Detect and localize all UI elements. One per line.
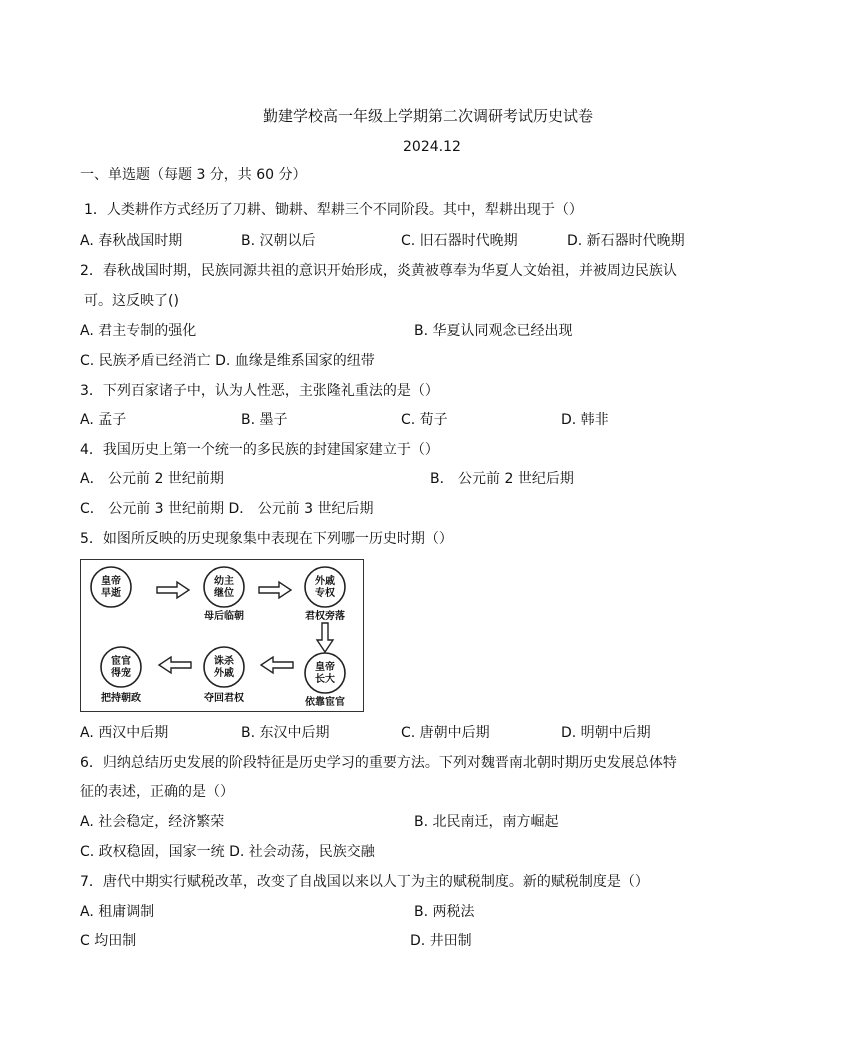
node-text: 宦官	[111, 656, 131, 667]
option-b: B. 墨子	[241, 412, 288, 428]
option-b: B. 华夏认同观念已经出现	[414, 323, 573, 339]
question-stem: 6．归纳总结历史发展的阶段特征是历史学习的重要方法。下列对魏晋南北朝时期历史发展总体特	[80, 755, 677, 771]
arrow-right-icon	[157, 582, 189, 598]
option-b: B. 北民南迁，南方崛起	[414, 814, 559, 830]
option-a: A. 社会稳定，经济繁荣	[80, 814, 225, 830]
exam-title: 勤建学校高一年级上学期第二次调研考试历史试卷	[263, 107, 594, 125]
question-stem: 1．人类耕作方式经历了刀耕、锄耕、犁耕三个不同阶段。其中，犁耕出现于（）	[84, 202, 583, 218]
node-text: 专权	[315, 588, 335, 599]
flow-diagram-svg	[81, 560, 365, 713]
question-stem-continued: 可。这反映了()	[84, 293, 179, 309]
option-b: B． 公元前 2 世纪后期	[430, 471, 574, 487]
option-c-d: C． 公元前 3 世纪前期 D． 公元前 3 世纪后期	[80, 501, 374, 517]
node-text: 外戚	[214, 668, 234, 679]
option-a: A. 西汉中后期	[80, 725, 169, 741]
option-b: B. 东汉中后期	[241, 725, 330, 741]
node-caption: 依靠宦官	[305, 697, 345, 708]
arrow-down-icon	[317, 623, 333, 652]
question-stem: 3．下列百家诸子中，认为人性恶，主张隆礼重法的是（）	[80, 383, 439, 399]
question-stem: 2．春秋战国时期，民族同源共祖的意识开始形成，炎黄被尊奉为华夏人文始祖，并被周边民族认	[80, 263, 677, 279]
node-text: 幼主	[214, 576, 234, 587]
section-heading: 一、单选题（每题 3 分，共 60 分）	[80, 167, 307, 183]
arrow-right-icon	[259, 582, 291, 598]
option-b: B. 汉朝以后	[241, 233, 316, 249]
option-a: A. 租庸调制	[80, 904, 155, 920]
node-text: 外戚	[315, 576, 335, 587]
node-text: 得宠	[111, 668, 131, 679]
node-circle	[101, 647, 141, 687]
node-caption: 把持朝政	[101, 693, 141, 704]
arrow-left-icon	[159, 657, 191, 673]
exam-date: 2024.12	[403, 139, 461, 155]
option-c: C. 旧石器时代晚期	[401, 233, 518, 249]
option-a: A． 公元前 2 世纪前期	[80, 471, 224, 487]
option-c: C. 荀子	[401, 412, 448, 428]
question-stem: 7．唐代中期实行赋税改革，改变了自战国以来以人丁为主的赋税制度。新的赋税制度是（）	[80, 874, 649, 890]
question-stem: 4．我国历史上第一个统一的多民族的封建国家建立于（）	[80, 442, 439, 458]
arrow-left-icon	[261, 657, 293, 673]
option-c-d: C. 政权稳固，国家一统 D. 社会动荡，民族交融	[80, 844, 375, 860]
option-d: D. 韩非	[561, 412, 609, 428]
option-c-d: C. 民族矛盾已经消亡 D. 血缘是维系国家的纽带	[80, 353, 375, 369]
question-stem-continued: 征的表述，正确的是（）	[80, 784, 234, 800]
option-c: C 均田制	[80, 933, 137, 949]
node-text: 长大	[315, 674, 335, 685]
option-a: A. 春秋战国时期	[80, 233, 183, 249]
node-text: 皇帝	[315, 662, 335, 673]
node-caption: 君权旁落	[305, 611, 345, 622]
node-circle	[305, 567, 345, 607]
option-a: A. 君主专制的强化	[80, 323, 197, 339]
option-d: D. 明朝中后期	[561, 725, 651, 741]
node-circle	[204, 567, 244, 607]
node-text: 皇帝	[101, 576, 121, 587]
history-flow-diagram	[80, 559, 364, 712]
option-b: B. 两税法	[414, 904, 475, 920]
option-d: D. 新石器时代晚期	[567, 233, 685, 249]
option-d: D. 井田制	[410, 933, 472, 949]
option-a: A. 孟子	[80, 412, 127, 428]
node-circle	[305, 653, 345, 693]
node-text: 继位	[214, 588, 234, 599]
node-circle	[204, 647, 244, 687]
option-c: C. 唐朝中后期	[401, 725, 490, 741]
node-circle	[91, 567, 131, 607]
node-text: 诛杀	[214, 656, 234, 667]
question-stem: 5．如图所反映的历史现象集中表现在下列哪一历史时期（）	[80, 531, 453, 547]
node-caption: 母后临朝	[204, 611, 244, 622]
node-text: 早逝	[101, 588, 121, 599]
node-caption: 夺回君权	[204, 693, 244, 704]
